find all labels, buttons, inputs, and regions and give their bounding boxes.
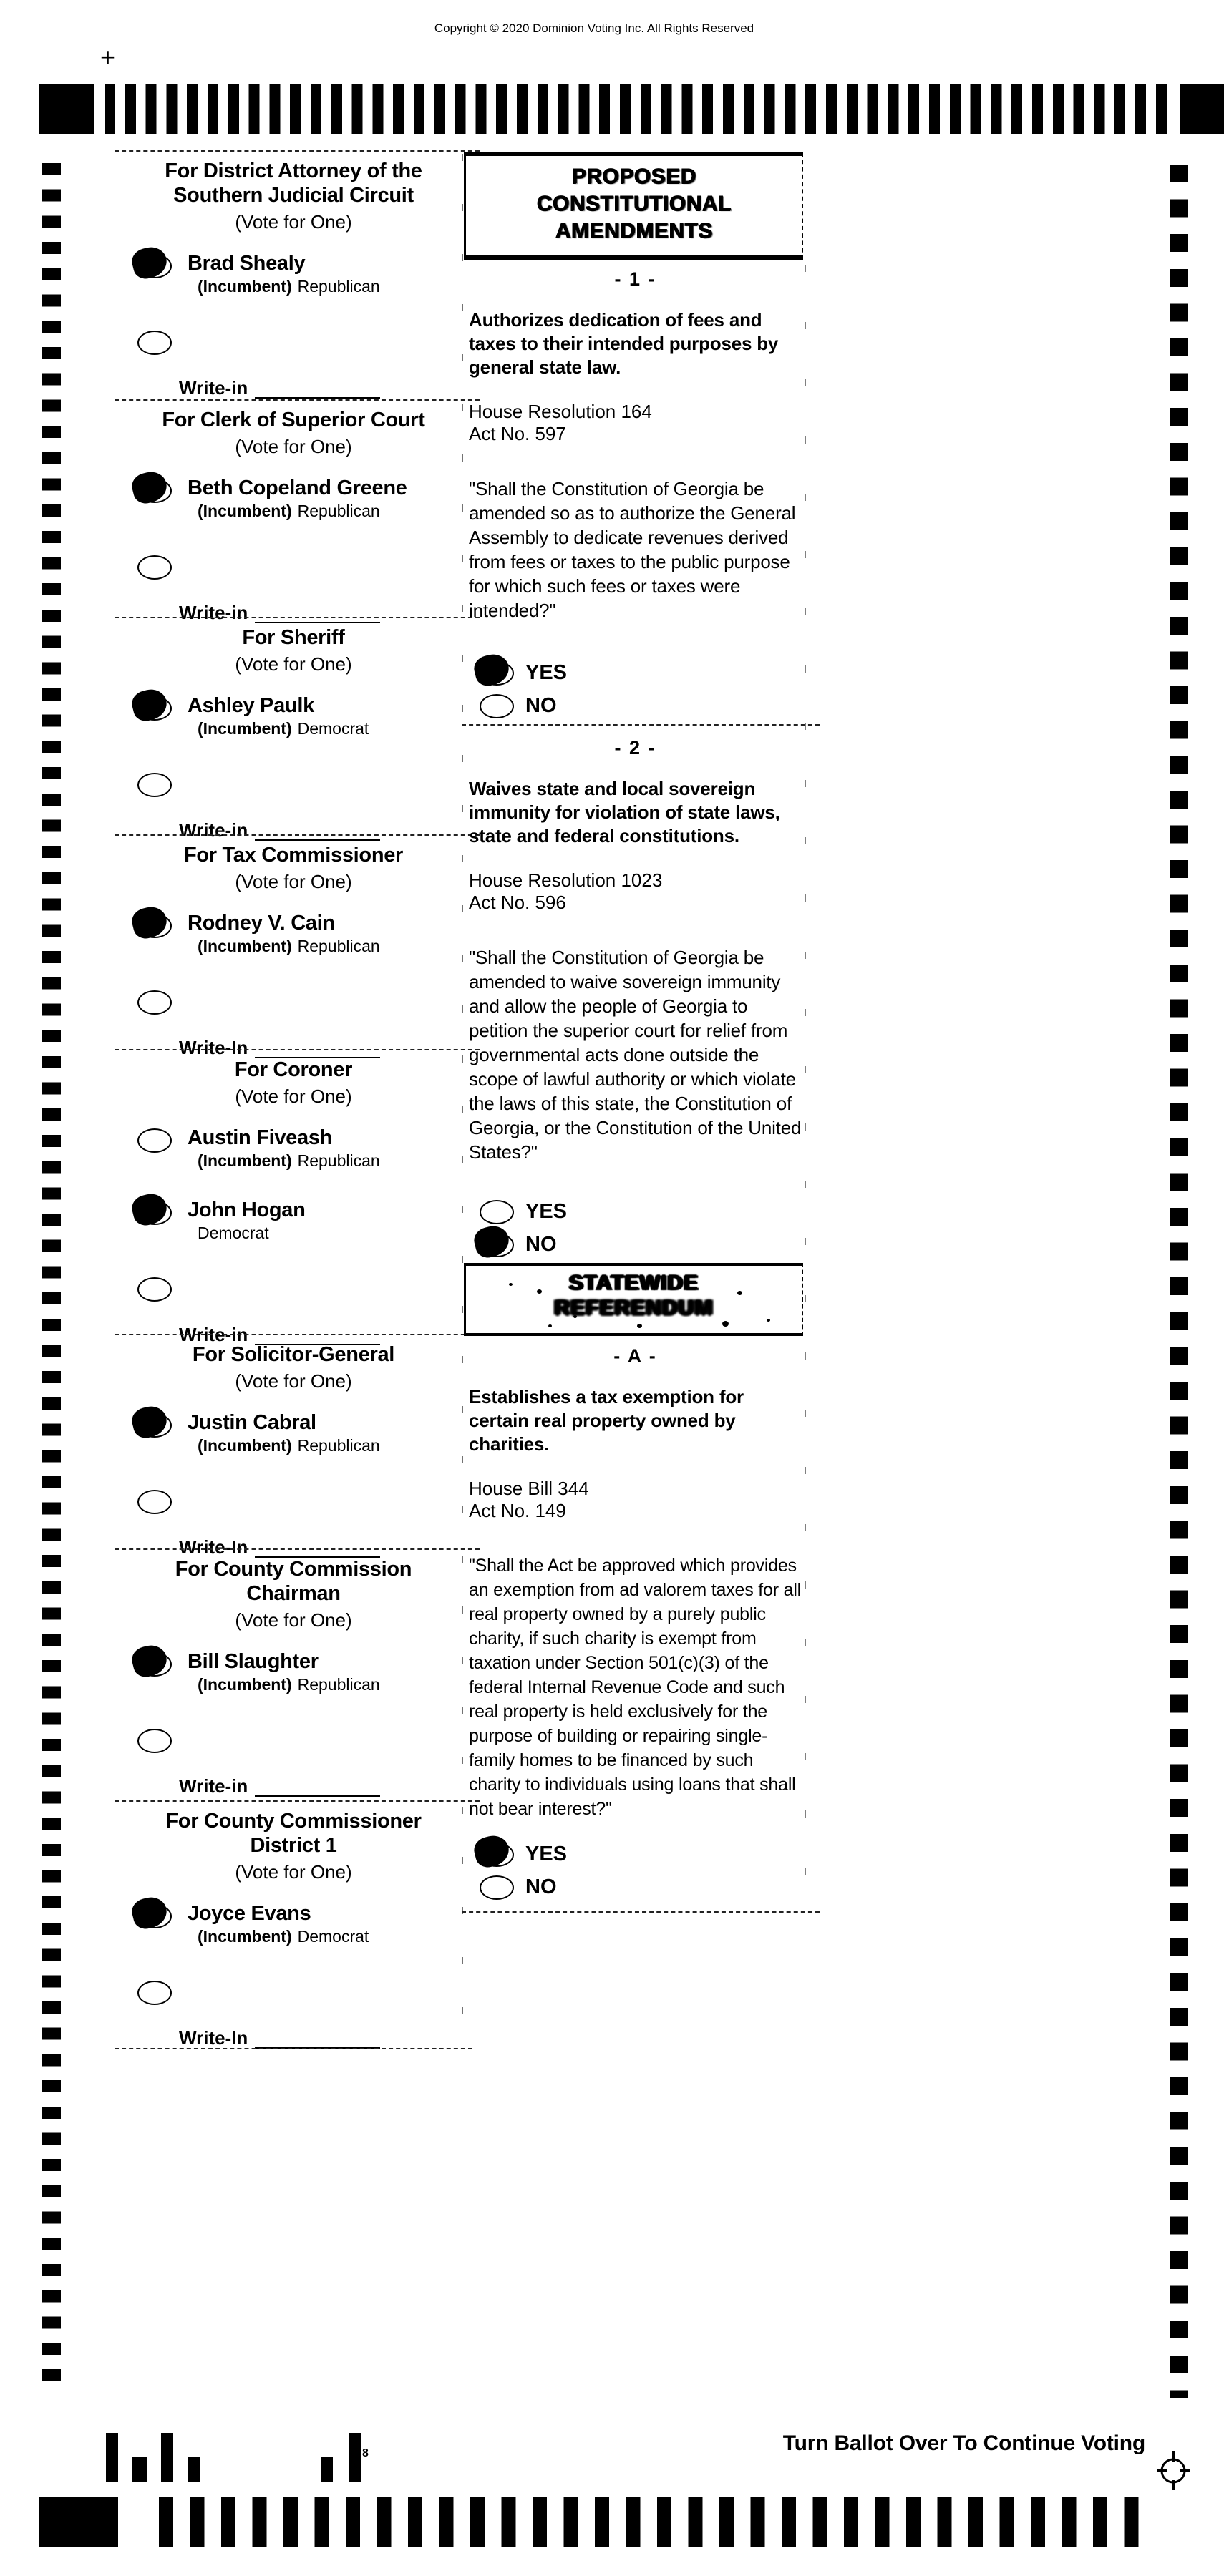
- incumbent-label: (Incumbent): [198, 937, 292, 955]
- referendum-header-box: [464, 1263, 803, 1336]
- vote-oval[interactable]: [137, 331, 172, 355]
- race-solicitor-general: [122, 1342, 465, 1558]
- candidate-row: [122, 477, 465, 521]
- party-label: Republican: [297, 502, 380, 520]
- race-county-commissioner-district-1: [122, 1809, 465, 2049]
- vote-oval[interactable]: [137, 479, 172, 503]
- write-in-oval-row: [122, 771, 465, 801]
- reference-line: House Resolution 1023: [469, 869, 663, 891]
- race-title: For Solicitor-General: [192, 1343, 395, 1366]
- write-in-oval-row: [122, 1276, 465, 1305]
- party-label: Republican: [297, 1151, 380, 1170]
- choice-yes-row: [469, 1841, 802, 1867]
- vote-for-one-label: (Vote for One): [235, 211, 352, 233]
- incumbent-label: (Incumbent): [198, 719, 292, 738]
- incumbent-label: (Incumbent): [198, 1436, 292, 1455]
- write-in-label: Write-in: [179, 602, 248, 623]
- column-divider-line: [805, 265, 806, 1903]
- candidate-name: Brad Shealy: [188, 252, 306, 275]
- race-title: For County Commission: [175, 1558, 412, 1581]
- amendments-header-line: PROPOSED: [571, 165, 696, 188]
- measure-summary: Waives state and local sovereign immunity for violation of state laws, state and federal constitutions.: [469, 778, 780, 847]
- vote-for-one-label: (Vote for One): [235, 1861, 352, 1883]
- amendments-header-line: AMENDMENTS: [555, 219, 713, 243]
- vote-oval[interactable]: [480, 1200, 514, 1224]
- candidate-row: [122, 1903, 465, 1946]
- measure-question: "Shall the Act be approved which provides an exemption from ad valorem taxes for all real property owned by a purely public charity, if such charity is exempt from taxation under Section 501(c)(3) of the federal Internal Revenue Code and such real property is held exclusively for the purpose of building or repairing single-family homes to be financed by such charity to individuals using loans that shall not bear interest?": [469, 1556, 802, 1819]
- write-in-label: Write-in: [179, 377, 248, 399]
- incumbent-label: (Incumbent): [198, 1675, 292, 1694]
- candidate-party: [188, 277, 380, 296]
- candidate-party: [188, 1224, 306, 1243]
- timing-mark-row-top: [105, 84, 1172, 134]
- race-coroner: [122, 1058, 465, 1345]
- vote-oval[interactable]: [137, 1981, 172, 2005]
- vote-oval[interactable]: [137, 1277, 172, 1302]
- scan-noise-speckle: [509, 1283, 513, 1286]
- candidate-name: Justin Cabral: [188, 1411, 316, 1434]
- choice-no-row: [469, 693, 802, 718]
- candidate-party: [188, 1436, 380, 1455]
- write-in-oval-row: [122, 329, 465, 358]
- measure-amendment-1: [469, 268, 802, 718]
- party-label: Republican: [297, 937, 380, 955]
- reference-line: Act No. 596: [469, 892, 566, 913]
- write-in-line[interactable]: [255, 822, 380, 841]
- candidate-party: [188, 1151, 380, 1171]
- vote-oval[interactable]: [137, 1652, 172, 1677]
- choice-label: NO: [525, 693, 557, 717]
- referendum-header-line: STATEWIDE: [568, 1271, 699, 1294]
- candidate-row: [122, 912, 465, 956]
- write-in-row: [122, 1775, 465, 1797]
- vote-for-one-label: (Vote for One): [235, 871, 352, 892]
- timing-mark-row-bottom: [159, 2497, 1147, 2547]
- amendments-header-line: CONSTITUTIONAL: [536, 192, 732, 215]
- measure-number: - 2 -: [614, 737, 656, 758]
- write-in-row: [122, 377, 465, 399]
- vote-oval[interactable]: [137, 555, 172, 580]
- race-sheriff: [122, 625, 465, 841]
- race-title: For District Attorney of the: [165, 160, 422, 182]
- party-label: Democrat: [198, 1224, 269, 1242]
- incumbent-label: (Incumbent): [198, 1927, 292, 1946]
- write-in-label: Write-In: [179, 1037, 248, 1058]
- vote-oval[interactable]: [480, 1875, 514, 1900]
- measure-amendment-2: [469, 737, 802, 1257]
- timing-mark-column-right: [1170, 165, 1188, 2398]
- write-in-oval-row: [122, 1488, 465, 1518]
- party-label: Democrat: [297, 1927, 369, 1946]
- race-title: For Tax Commissioner: [183, 844, 404, 867]
- measure-referendum-a: [469, 1345, 802, 1913]
- race-title: For Clerk of Superior Court: [162, 409, 425, 431]
- referendum-header-line: REFERENDUM: [554, 1296, 714, 1319]
- vote-oval[interactable]: [480, 1233, 514, 1257]
- write-in-row: [122, 1536, 465, 1558]
- candidate-row: [122, 1127, 465, 1171]
- write-in-row: [122, 2027, 465, 2049]
- measure-summary: Establishes a tax exemption for certain real property owned by charities.: [469, 1386, 744, 1455]
- vote-oval[interactable]: [137, 1729, 172, 1753]
- choice-yes-row: [469, 1199, 802, 1224]
- race-title: For County Commissioner: [165, 1810, 422, 1833]
- write-in-oval-row: [122, 1727, 465, 1757]
- race-title: For Sheriff: [242, 626, 345, 649]
- vote-oval[interactable]: [137, 1413, 172, 1438]
- registration-plus-icon: +: [100, 42, 116, 72]
- race-county-commission-chairman: [122, 1557, 465, 1797]
- candidate-row: [122, 695, 465, 738]
- write-in-label: Write-In: [179, 2027, 248, 2049]
- write-in-oval-row: [122, 1979, 465, 2009]
- race-district-attorney: [122, 159, 465, 399]
- vote-for-one-label: (Vote for One): [235, 436, 352, 457]
- ballot-barcode-bar: [188, 2457, 200, 2482]
- choice-list: [469, 660, 802, 718]
- candidate-row: [122, 1412, 465, 1455]
- race-title: For Coroner: [234, 1058, 353, 1081]
- write-in-label: Write-in: [179, 1324, 248, 1345]
- write-in-label: Write-In: [179, 1536, 248, 1558]
- choice-list: [469, 1199, 802, 1257]
- vote-oval[interactable]: [137, 1490, 172, 1514]
- race-title: District 1: [250, 1834, 337, 1857]
- candidate-name: Beth Copeland Greene: [188, 477, 407, 499]
- timing-mark-column-left: [42, 163, 61, 2394]
- write-in-label: Write-in: [179, 819, 248, 841]
- turn-ballot-instruction: Turn Ballot Over To Continue Voting: [782, 2431, 1145, 2455]
- measure-references: [469, 401, 802, 445]
- vote-oval[interactable]: [137, 254, 172, 278]
- candidate-row: [122, 253, 465, 296]
- choice-label: YES: [525, 660, 568, 684]
- choice-yes-row: [469, 660, 802, 686]
- choice-label: YES: [525, 1842, 568, 1865]
- vote-for-one-label: (Vote for One): [235, 1609, 352, 1631]
- write-in-row: [122, 819, 465, 841]
- party-label: Republican: [297, 1675, 380, 1694]
- candidate-name: Rodney V. Cain: [188, 912, 335, 935]
- section-divider-line: [462, 1911, 820, 1913]
- incumbent-label: (Incumbent): [198, 502, 292, 520]
- write-in-oval-row: [122, 554, 465, 583]
- vote-for-one-label: (Vote for One): [235, 1370, 352, 1392]
- candidate-name: Bill Slaughter: [188, 1650, 319, 1673]
- section-divider-line: [115, 2048, 472, 2049]
- choice-list: [469, 1841, 802, 1900]
- candidate-row: [122, 1199, 465, 1243]
- candidate-party: [188, 1675, 380, 1694]
- write-in-label: Write-in: [179, 1775, 248, 1797]
- reference-line: Act No. 149: [469, 1500, 566, 1521]
- party-label: Democrat: [297, 719, 369, 738]
- registration-target-icon: [1152, 2450, 1194, 2492]
- measure-references: [469, 869, 802, 914]
- race-title: Southern Judicial Circuit: [173, 184, 414, 207]
- choice-label: YES: [525, 1199, 568, 1223]
- candidate-name: Ashley Paulk: [188, 694, 314, 717]
- write-in-row: [122, 602, 465, 623]
- write-in-line[interactable]: [255, 1778, 380, 1797]
- ballot-barcode-bar: [161, 2433, 173, 2482]
- candidate-name: John Hogan: [188, 1199, 306, 1221]
- party-label: Republican: [297, 1436, 380, 1455]
- vote-for-one-label: (Vote for One): [235, 1085, 352, 1107]
- vote-oval[interactable]: [480, 661, 514, 686]
- timing-mark-top-left: [39, 84, 94, 134]
- candidate-party: [188, 1927, 369, 1946]
- candidate-party: [188, 937, 380, 956]
- choice-label: NO: [525, 1875, 557, 1898]
- incumbent-label: (Incumbent): [198, 277, 292, 296]
- write-in-line[interactable]: [255, 380, 380, 399]
- vote-oval[interactable]: [137, 1904, 172, 1928]
- measure-number: - A -: [613, 1345, 657, 1367]
- amendments-header-box: [464, 152, 803, 260]
- write-in-oval-row: [122, 989, 465, 1018]
- choice-label: NO: [525, 1232, 557, 1256]
- ballot-barcode-bar: [132, 2457, 147, 2482]
- write-in-row: [122, 1037, 465, 1058]
- race-clerk-superior-court: [122, 408, 465, 623]
- vote-oval[interactable]: [137, 773, 172, 797]
- party-label: Republican: [297, 277, 380, 296]
- choice-no-row: [469, 1231, 802, 1257]
- vote-oval[interactable]: [480, 1843, 514, 1867]
- timing-mark-top-right: [1180, 84, 1224, 134]
- timing-mark-bottom-left: [39, 2497, 118, 2547]
- vote-oval[interactable]: [137, 1128, 172, 1153]
- copyright-text: Copyright © 2020 Dominion Voting Inc. All Rights Reserved: [434, 21, 754, 35]
- measure-number: - 1 -: [614, 268, 656, 290]
- race-tax-commissioner: [122, 843, 465, 1058]
- write-in-line[interactable]: [255, 2030, 380, 2049]
- vote-oval[interactable]: [137, 914, 172, 938]
- race-title: Chairman: [246, 1582, 341, 1605]
- reference-line: Act No. 597: [469, 423, 566, 444]
- measure-summary: Authorizes dedication of fees and taxes to their intended purposes by general state law.: [469, 309, 779, 378]
- write-in-line[interactable]: [255, 605, 380, 623]
- measure-question: "Shall the Constitution of Georgia be amended to waive sovereign immunity and allow the people of Georgia to petition the superior court for relief from governmental acts done outside the scope of lawful authority or which violate the laws of this state, the Constitution of Georgia, or the Constitution of the United States?": [469, 947, 802, 1163]
- candidate-party: [188, 502, 407, 521]
- ballot-barcode-bar: [349, 2433, 361, 2482]
- measure-question: "Shall the Constitution of Georgia be amended so as to authorize the General Assembly to dedicate revenues derived from fees or taxes to the public purpose for which such fees or taxes were intended?": [469, 478, 796, 621]
- reference-line: House Resolution 164: [469, 401, 652, 422]
- candidate-row: [122, 1651, 465, 1694]
- vote-oval[interactable]: [137, 1201, 172, 1225]
- measure-references: [469, 1478, 802, 1522]
- ballot-barcode-bar: [106, 2433, 118, 2482]
- candidate-name: Austin Fiveash: [188, 1126, 333, 1149]
- ballot-barcode-bar: [321, 2457, 333, 2482]
- reference-line: House Bill 344: [469, 1478, 589, 1499]
- vote-oval[interactable]: [137, 990, 172, 1015]
- candidate-name: Joyce Evans: [188, 1902, 311, 1925]
- vote-for-one-label: (Vote for One): [235, 653, 352, 675]
- print-artifact-digit: 8: [362, 2447, 369, 2459]
- candidate-party: [188, 719, 369, 738]
- choice-no-row: [469, 1874, 802, 1900]
- vote-oval[interactable]: [480, 694, 514, 718]
- incumbent-label: (Incumbent): [198, 1151, 292, 1170]
- vote-oval[interactable]: [137, 696, 172, 721]
